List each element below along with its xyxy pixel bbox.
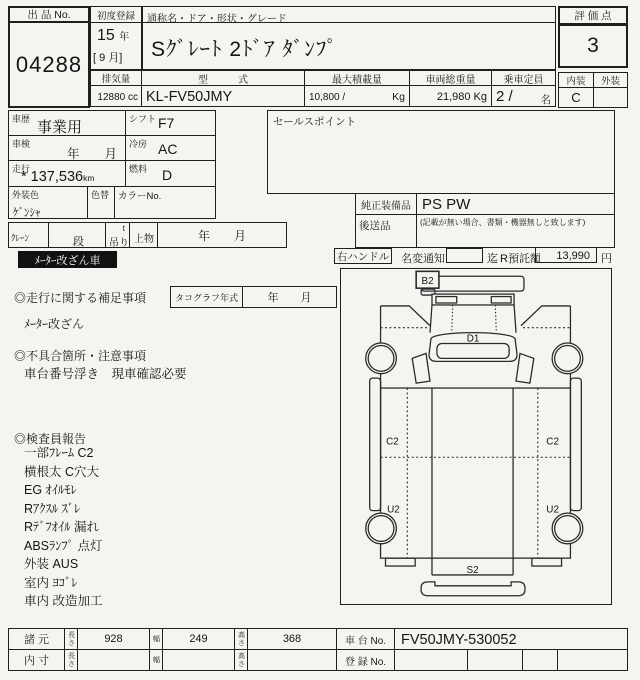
dimensions-row-label: 諸 元 bbox=[8, 628, 65, 650]
mileage-number: * 137,536 bbox=[21, 169, 84, 185]
chassis-no-value: FV50JMY-530052 bbox=[401, 632, 517, 648]
first-reg-year-number: 15 bbox=[97, 27, 115, 44]
name-change-box bbox=[446, 248, 483, 263]
sales-point-label: セールスポイント bbox=[273, 116, 357, 128]
inspection-label: 車検 bbox=[12, 139, 31, 149]
model-name-header-label: 通称名・ドア・形状・グレード bbox=[147, 14, 287, 25]
inspector-item: Rﾃﾞﾌｵｲﾙ 漏れ bbox=[24, 520, 100, 534]
defect-title: ◎不具合箇所・注意事項 bbox=[14, 349, 147, 363]
first-reg-value bbox=[90, 22, 142, 70]
crane-cell bbox=[8, 222, 49, 248]
payload-number: 10,800 / bbox=[309, 92, 346, 103]
fuel-value: D bbox=[162, 167, 173, 183]
inspector-item: 横根太 C穴大 bbox=[24, 464, 100, 479]
meter-tampered-badge: ﾒｰﾀｰ改ざん車 bbox=[18, 251, 117, 268]
inspector-item: 室内 ﾖｺﾞﾚ bbox=[24, 575, 78, 590]
registration-cell-1 bbox=[394, 649, 468, 671]
model-code-header: 型 式 bbox=[141, 70, 305, 86]
diagram-label-c2-left: C2 bbox=[386, 436, 399, 448]
mileage-unit: km bbox=[83, 173, 95, 183]
deposit-box bbox=[535, 247, 597, 263]
inspector-item: ABSﾗﾝﾌﾟ 点灯 bbox=[24, 538, 103, 553]
diagram-label-b2: B2 bbox=[421, 276, 434, 288]
capacity-unit: 名 bbox=[540, 94, 551, 106]
inner-length-label: 長さ bbox=[64, 649, 78, 671]
score-value: 3 bbox=[558, 24, 628, 68]
inspector-report-title: ◎検査員報告 bbox=[14, 432, 87, 446]
crane-ton-label: t bbox=[122, 224, 125, 233]
model-name-header bbox=[142, 6, 556, 23]
gross-weight-header: 車両総重量 bbox=[409, 70, 492, 86]
exterior-value bbox=[593, 87, 628, 108]
sales-point-box bbox=[267, 110, 615, 194]
later-items-label: 後送品 bbox=[359, 220, 391, 232]
length-label: 長さ bbox=[64, 628, 78, 650]
fuel-label: 燃料 bbox=[129, 164, 148, 174]
inspection-cell bbox=[8, 135, 126, 161]
aircon-value: AC bbox=[158, 141, 178, 157]
lot-no-header: 出 品 No. bbox=[8, 6, 90, 23]
history-label: 車歴 bbox=[12, 114, 31, 124]
inner-height-label: 高さ bbox=[234, 649, 248, 671]
history-cell bbox=[8, 110, 126, 136]
diagram-label-u2-right: U2 bbox=[546, 504, 559, 516]
crane-tsuri-label: 吊り bbox=[109, 238, 129, 249]
body-year-cell: 年 月 bbox=[157, 222, 287, 248]
crane-tsuri-cell bbox=[105, 222, 130, 248]
exterior-color-cell bbox=[8, 186, 88, 219]
chassis-no-label: 車 台 No. bbox=[336, 628, 395, 650]
payload-value bbox=[304, 85, 410, 107]
gross-weight-text: 21,980 Kg bbox=[436, 91, 487, 103]
inner-width-label: 幅 bbox=[149, 649, 163, 671]
inner-width-value bbox=[162, 649, 235, 671]
inspection-value: 年 月 bbox=[66, 147, 117, 161]
height-label: 高さ bbox=[234, 628, 248, 650]
first-reg-header: 初度登録 bbox=[90, 6, 142, 23]
truck-top-view-diagram bbox=[341, 269, 610, 603]
first-reg-year bbox=[97, 27, 129, 45]
aircon-cell bbox=[125, 135, 216, 161]
handle-badge: 右ハンドル bbox=[334, 248, 392, 264]
repaint-label: 色替 bbox=[91, 190, 110, 200]
crane-dan-label: 段 bbox=[73, 236, 84, 248]
diagram-label-c2-right: C2 bbox=[546, 436, 559, 448]
diagram-label-s2: S2 bbox=[466, 564, 479, 576]
first-reg-year-unit: 年 bbox=[119, 32, 130, 43]
height-value: 368 bbox=[247, 628, 337, 650]
mileage-cell bbox=[8, 160, 126, 187]
model-name-text: Sｸﾞﾚｰﾄ 2ﾄﾞｱ ﾀﾞﾝﾌﾟ bbox=[151, 38, 338, 61]
deposit-value: 13,990 bbox=[556, 250, 590, 262]
displacement-value bbox=[90, 85, 142, 107]
interior-header: 内装 bbox=[558, 72, 594, 88]
body-type-cell bbox=[129, 222, 158, 248]
tachograph-label-cell: タコグラフ年式 bbox=[170, 286, 243, 308]
width-value: 249 bbox=[162, 628, 235, 650]
shift-cell bbox=[125, 110, 216, 136]
diagram-label-u2-left: U2 bbox=[387, 504, 400, 516]
defect-note: 車台番号浮き 現車確認必要 bbox=[24, 367, 187, 381]
payload-unit: Kg bbox=[392, 91, 405, 103]
equipment-value-cell bbox=[416, 193, 615, 215]
crane-label: ｸﾚｰﾝ bbox=[11, 233, 30, 243]
length-value: 928 bbox=[77, 628, 150, 650]
inspector-item: EG ｵｲﾙﾓﾚ bbox=[24, 483, 77, 497]
displacement-text: 12880 cc bbox=[97, 92, 138, 103]
model-code-value bbox=[141, 85, 305, 107]
gross-weight-value bbox=[409, 85, 492, 107]
equipment-value: PS PW bbox=[422, 196, 471, 213]
inspector-item: Rｱｸｽﾙ ｽﾞﾚ bbox=[24, 501, 81, 516]
mileage-label: 走行 bbox=[12, 164, 31, 174]
exterior-color-value: ｹﾞﾝｼｬ bbox=[13, 207, 41, 219]
displacement-header: 排気量 bbox=[90, 70, 142, 86]
capacity-header: 乗車定員 bbox=[491, 70, 556, 86]
mileage-note-text: ﾒｰﾀｰ改ざん bbox=[24, 317, 85, 331]
mileage-note-title: ◎走行に関する補足事項 bbox=[14, 291, 147, 305]
registration-no-label: 登 録 No. bbox=[336, 649, 395, 671]
later-items-note-cell bbox=[416, 214, 615, 248]
color-no-label: カラーNo. bbox=[118, 191, 162, 202]
crane-dan-cell bbox=[48, 222, 106, 248]
equipment-label-cell: 純正装備品 bbox=[355, 193, 417, 215]
inner-height-value bbox=[247, 649, 337, 671]
tachograph-value-cell: 年 月 bbox=[242, 286, 337, 308]
model-name-value bbox=[142, 22, 556, 70]
interior-value: C bbox=[558, 87, 594, 108]
mileage-value bbox=[21, 169, 94, 185]
registration-cell-2 bbox=[467, 649, 523, 671]
deposit-label: R預託額 bbox=[500, 253, 541, 265]
history-value: 事業用 bbox=[37, 119, 83, 136]
aircon-label: 冷房 bbox=[129, 139, 148, 149]
inspector-report-list bbox=[24, 444, 103, 611]
lot-no-value: 04288 bbox=[8, 21, 90, 108]
capacity-number: 2 / bbox=[496, 88, 513, 105]
payload-header: 最大積載量 bbox=[304, 70, 410, 86]
body-type-label: 上物 bbox=[134, 234, 154, 245]
model-code-text: KL-FV50JMY bbox=[146, 89, 233, 105]
shift-value: F7 bbox=[158, 115, 175, 131]
damage-diagram-frame bbox=[340, 268, 612, 605]
yen-label: 円 bbox=[601, 253, 612, 265]
inspector-item: 車内 改造加工 bbox=[24, 594, 103, 608]
exterior-header: 外装 bbox=[593, 72, 628, 88]
inner-dims-row-label: 内 寸 bbox=[8, 649, 65, 671]
repaint-cell bbox=[87, 186, 115, 219]
registration-cell-3 bbox=[522, 649, 558, 671]
inspector-item: 外装 AUS bbox=[24, 557, 79, 571]
later-items-note: (記載が無い場合、書類・機器無しと致します) bbox=[420, 218, 586, 227]
width-label: 幅 bbox=[149, 628, 163, 650]
fuel-cell bbox=[125, 160, 216, 187]
first-reg-month: [ 9 月] bbox=[93, 52, 123, 64]
score-header: 評 価 点 bbox=[558, 6, 628, 25]
exterior-color-label: 外装色 bbox=[12, 190, 40, 200]
diagram-label-d1: D1 bbox=[466, 333, 480, 345]
capacity-value bbox=[491, 85, 556, 107]
color-no-cell bbox=[114, 186, 216, 219]
chassis-no-cell bbox=[394, 628, 628, 650]
later-items-label-cell bbox=[355, 214, 417, 248]
until-label: 迄 bbox=[487, 253, 498, 265]
registration-cell-4 bbox=[557, 649, 628, 671]
inspector-item: 一部ﾌﾚｰﾑ C2 bbox=[24, 446, 94, 460]
name-change-label: 名変通知 bbox=[401, 253, 445, 265]
inner-length-value bbox=[77, 649, 150, 671]
shift-label: シフト bbox=[129, 114, 157, 124]
